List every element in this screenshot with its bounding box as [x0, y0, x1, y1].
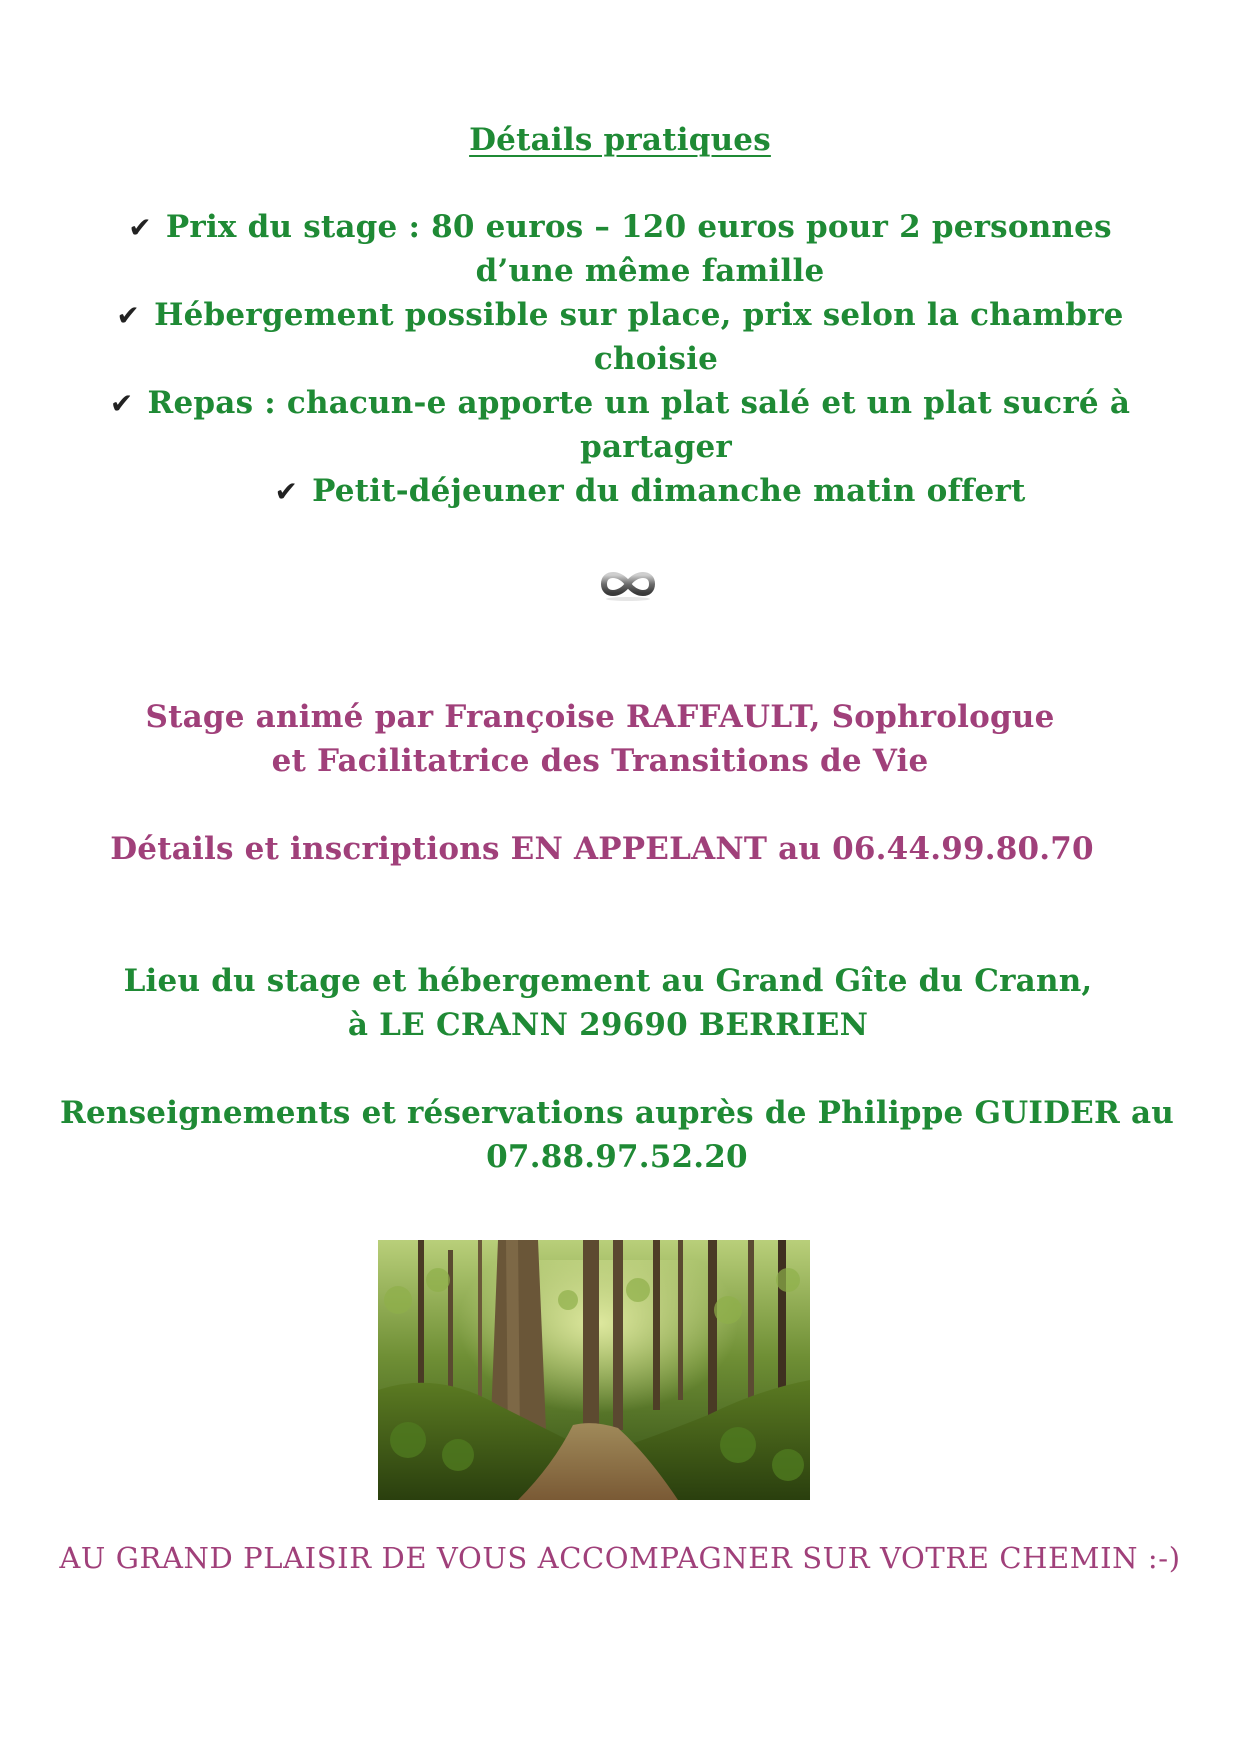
bullet-meals: [0, 383, 1240, 424]
location-line-2: à LE CRANN 29690 BERRIEN: [347, 1007, 869, 1043]
facilitator-line-2: et Facilitatrice des Transitions de Vie: [271, 743, 929, 779]
checkmark-icon: ✔: [116, 299, 141, 332]
booking-line-1: Renseignements et réservations auprès de Philippe GUIDER au: [60, 1095, 1174, 1131]
forest-path-image: [378, 1240, 810, 1500]
bullet-meals-continued: partager: [580, 429, 732, 465]
contact-phone-line: Détails et inscriptions EN APPELANT au 06.44.99.80.70: [110, 831, 1094, 867]
bullet-price-continued: d’une même famille: [475, 253, 825, 289]
bullet-price-text: Prix du stage : 80 euros – 120 euros pour 2 personnes: [165, 209, 1112, 245]
location-line-1: Lieu du stage et hébergement au Grand Gîte du Crann,: [123, 963, 1093, 999]
facilitator-line-1: Stage animé par Françoise RAFFAULT, Sophrologue: [145, 699, 1055, 735]
closing-message: AU GRAND PLAISIR DE VOUS ACCOMPAGNER SUR VOTRE CHEMIN :-): [59, 1541, 1181, 1575]
bullet-lodging: [0, 295, 1240, 336]
checkmark-icon: ✔: [109, 387, 134, 420]
infinity-icon: [596, 566, 660, 602]
bullet-breakfast-text: Petit-déjeuner du dimanche matin offert: [312, 473, 1026, 509]
bullet-breakfast: [30, 471, 1240, 512]
booking-phone: 07.88.97.52.20: [486, 1139, 748, 1175]
bullet-lodging-continued: choisie: [593, 341, 719, 377]
section-title: Détails pratiques: [469, 122, 771, 158]
bullet-lodging-text: Hébergement possible sur place, prix selon la chambre: [154, 297, 1124, 333]
checkmark-icon: ✔: [274, 475, 299, 508]
bullet-price: [0, 207, 1240, 248]
checkmark-icon: ✔: [128, 211, 152, 244]
bullet-meals-text: Repas : chacun-e apporte un plat salé et un plat sucré à: [147, 385, 1131, 421]
